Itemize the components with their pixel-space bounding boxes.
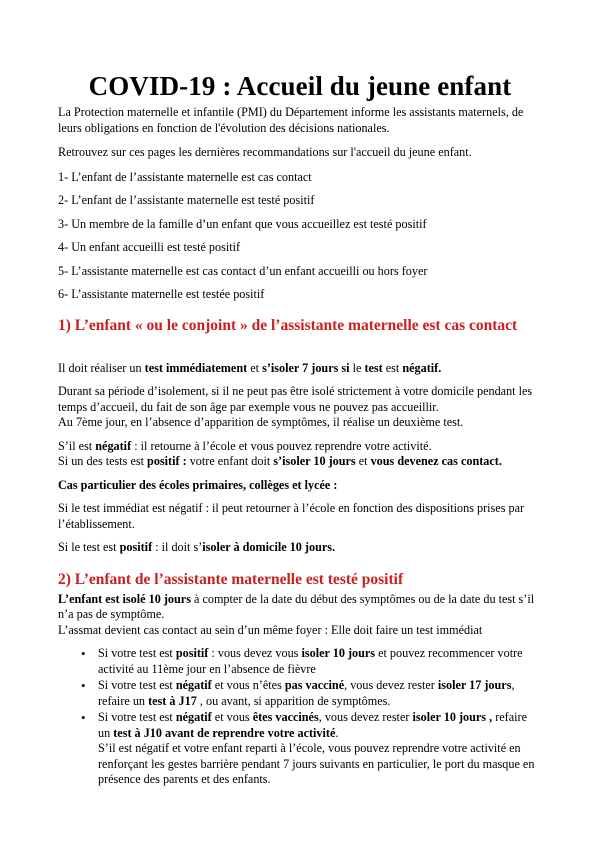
intro-paragraph: La Protection maternelle et infantile (PMI) du Département informe les assistants maternels, de leurs obligations en fonction de l'évolution des décisions nationales. — [58, 105, 524, 135]
toc-item-1: 1- L’enfant de l’assistante maternelle est cas contact — [58, 169, 312, 184]
bullet-item-1: • Si votre test est positif : vous devez vous isoler 10 jours et pouvez recommencer votre activité au 11ème jour en l’absence de fièvre — [98, 646, 542, 677]
special-case-heading: Cas particulier des écoles primaires, collèges et lycée : — [58, 477, 338, 492]
section-1-paragraph-4: Si le test immédiat est négatif : il peut retourner à l’école en fonction des dispositions prises par l’établissement. — [58, 501, 525, 531]
section-1-paragraph-5: Si le test est positif : il doit s’isoler à domicile 10 jours. — [58, 540, 336, 554]
page-title: COVID-19 : Accueil du jeune enfant — [88, 71, 512, 101]
toc-item-4: 4- Un enfant accueilli est testé positif — [58, 240, 241, 254]
section-1-paragraph-1: Il doit réaliser un test immédiatement et s’isoler 7 jours si le test est négatif. — [58, 360, 442, 375]
toc-item-5: 5- L’assistante maternelle est cas contact d’un enfant accueilli ou hors foyer — [58, 263, 428, 278]
section-2-heading: 2) L’enfant de l’assistante maternelle est testé positif — [58, 570, 404, 588]
section-2-bullet-list — [58, 646, 542, 788]
bullet-item-3: • Si votre test est négatif et vous êtes vaccinés, vous devez rester isoler 10 jours , refaire un test à J10 avant de reprendre votre activité. S’il est négatif et votre enfant reparti à l’école, vous pouvez reprendre votre activité en renforçant les gestes barrière pendant 7 jours suivants en particulier, le port du masque en présence des parents et des enfants. — [98, 710, 542, 788]
toc-item-6: 6- L’assistante maternelle est testée positif — [58, 287, 265, 301]
intro-paragraph-2: Retrouvez sur ces pages les dernières recommandations sur l'accueil du jeune enfant. — [58, 145, 472, 159]
toc-item-3: 3- Un membre de la famille d’un enfant que vous accueillez est testé positif — [58, 216, 427, 231]
toc-item-2: 2- L’enfant de l’assistante maternelle est testé positif — [58, 193, 315, 207]
bullet-item-2: • Si votre test est négatif et vous n’êtes pas vacciné, vous devez rester isoler 17 jours, refaire un test à J17 , ou avant, si apparition de symptômes. — [98, 678, 542, 709]
section-2-paragraph-1: L’enfant est isolé 10 jours à compter de la date du début des symptômes ou de la date du test s’il n’a pas de symptôme. L’assmat devient cas contact au sein d’un même foyer : Elle doit faire un test immédiat — [58, 591, 535, 637]
section-1-heading: 1) L’enfant « ou le conjoint » de l’assistante maternelle est cas contact — [58, 316, 518, 334]
section-1-paragraph-2: Durant sa période d’isolement, si il ne peut pas être isolé strictement à votre domicile pendant les temps d’accueil, du fait de son âge par exemple vous ne pouvez pas accueillir. Au 7ème jour, en l’absence d’apparition de symptômes, il réalise un deuxième test. — [58, 384, 533, 429]
section-1-paragraph-3: S’il est négatif : il retourne à l’école et vous pouvez reprendre votre activité. Si un des tests est positif : votre enfant doit s’isoler 10 jours et vous devenez cas contact. — [58, 438, 502, 468]
